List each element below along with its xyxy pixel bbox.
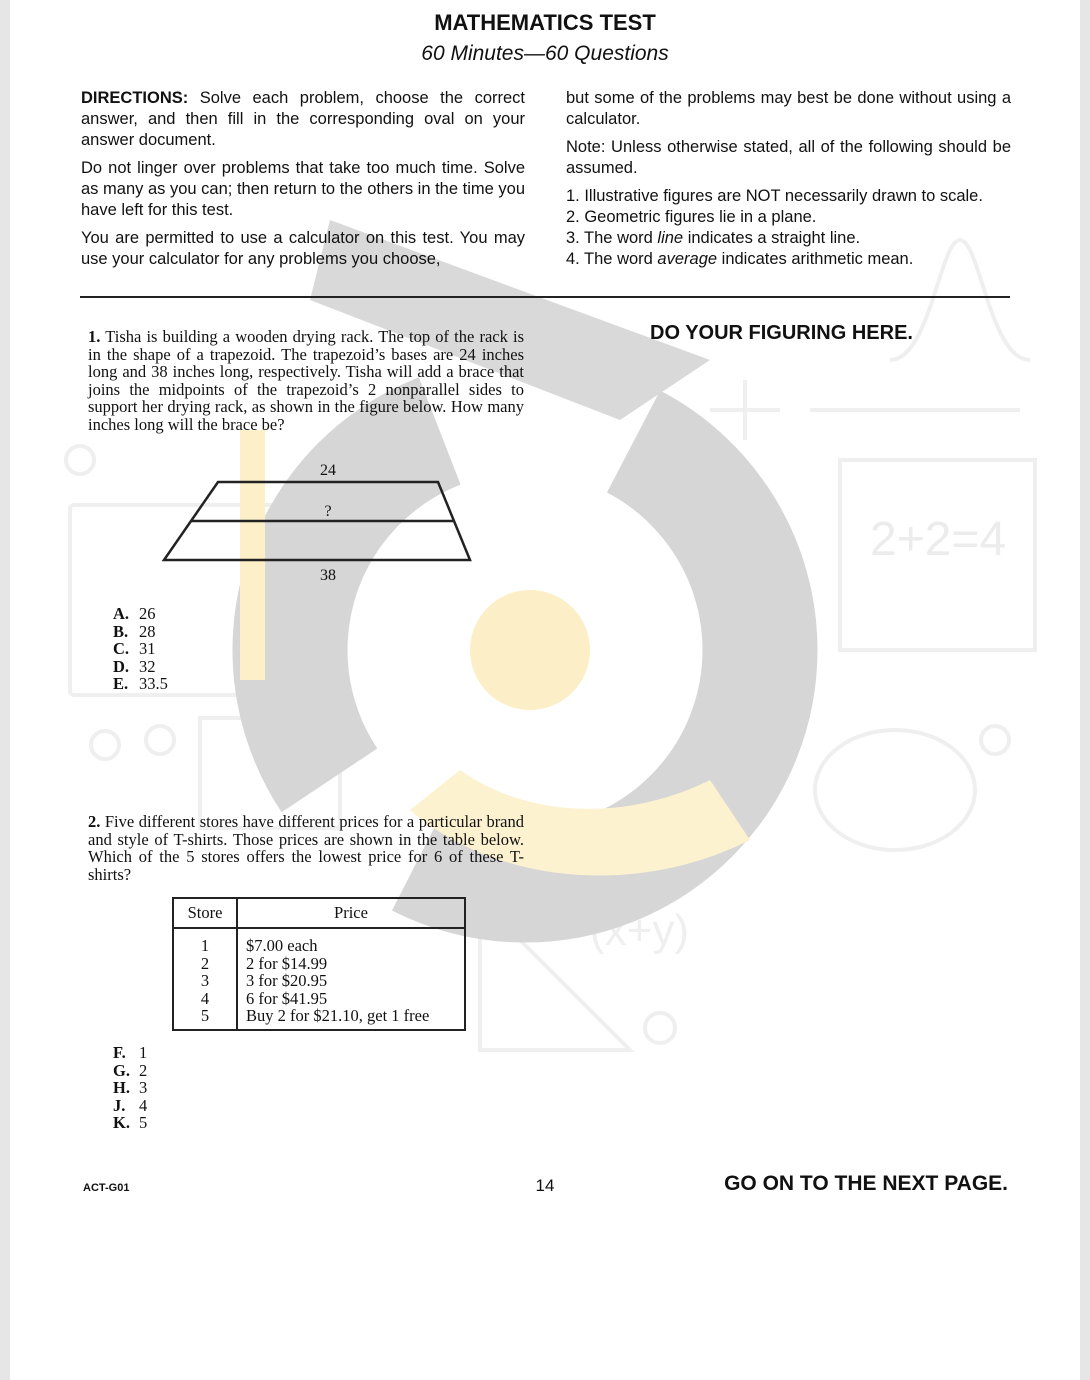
- brace-label: ?: [324, 503, 332, 520]
- question-1-number: 1.: [88, 327, 101, 346]
- assumption-2: 2. Geometric figures lie in a plane.: [566, 208, 817, 226]
- table-header-row: [173, 898, 465, 928]
- table-row: 4 6 for $41.95: [173, 990, 465, 1008]
- choice-b[interactable]: B. 28: [113, 621, 156, 641]
- directions-paragraph-3-cont: but some of the problems may best be done without using a calculator.: [566, 89, 1011, 128]
- trapezoid-figure: [160, 456, 480, 586]
- choice-g[interactable]: G. 2: [113, 1060, 148, 1080]
- choice-a[interactable]: A. 26: [113, 604, 156, 623]
- scratch-work-label: DO YOUR FIGURING HERE.: [650, 322, 913, 344]
- choice-d[interactable]: D. 32: [113, 656, 156, 676]
- choice-e[interactable]: E. 33.5: [113, 674, 168, 693]
- choice-f[interactable]: F. 1: [113, 1043, 148, 1062]
- form-code: ACT-G01: [83, 1182, 130, 1194]
- page-number: 14: [535, 1176, 555, 1195]
- bottom-base-label: 38: [320, 567, 336, 584]
- table-row: 2 2 for $14.99: [173, 955, 465, 973]
- table-row: 5 Buy 2 for $21.10, get 1 free: [173, 1007, 465, 1030]
- directions-paragraph-2: Do not linger over problems that take too much time. Solve as many as you can; then return to the others in the time you have left for this test.: [81, 159, 525, 219]
- svg-text:(x+y): (x+y): [590, 906, 689, 955]
- assumption-4: 4. The word average indicates arithmetic mean.: [566, 250, 914, 268]
- test-subtitle: 60 Minutes—60 Questions: [421, 42, 669, 65]
- directions-assumptions: [566, 186, 1011, 270]
- directions-left: [81, 88, 525, 277]
- directions-right: [566, 88, 1011, 270]
- assumption-1: 1. Illustrative figures are NOT necessarily drawn to scale.: [566, 187, 983, 205]
- top-base-label: 24: [320, 462, 336, 479]
- go-on-notice: GO ON TO THE NEXT PAGE.: [724, 1172, 1008, 1195]
- test-title: MATHEMATICS TEST: [434, 10, 656, 35]
- choice-k[interactable]: K. 5: [113, 1113, 148, 1132]
- question-2-text: Five different stores have different prices for a particular brand and style of T-shirts. Those prices are shown in the table below. Which of the 5 stores offers the lowest price for 6 of these T-shirts?: [88, 812, 525, 884]
- table-row: 1 $7.00 each: [173, 928, 465, 955]
- directions-label: DIRECTIONS:: [81, 89, 189, 107]
- svg-text:2+2=4: 2+2=4: [870, 513, 1007, 566]
- assumption-3: 3. The word line indicates a straight line.: [566, 229, 861, 247]
- directions-paragraph-3: You are permitted to use a calculator on this test. You may use your calculator for any problems you choose,: [81, 229, 525, 268]
- test-page: [10, 0, 1080, 1380]
- directions-paragraph-1: DIRECTIONS: Solve each problem, choose the correct answer, and then fill in the corresponding oval on your answer document.: [81, 89, 525, 149]
- question-1: [88, 328, 524, 433]
- question-1-choices: [113, 605, 168, 693]
- question-2: [88, 813, 524, 883]
- directions-note: Note: Unless otherwise stated, all of the following should be assumed.: [566, 138, 1011, 177]
- choice-h[interactable]: H. 3: [113, 1078, 148, 1097]
- question-2-number: 2.: [88, 812, 101, 831]
- table-row: 3 3 for $20.95: [173, 972, 465, 990]
- choice-j[interactable]: J. 4: [113, 1095, 148, 1115]
- price-column-header: Price: [237, 898, 465, 928]
- price-table: [172, 897, 466, 1031]
- choice-c[interactable]: C. 31: [113, 639, 156, 658]
- store-column-header: Store: [173, 898, 237, 928]
- section-divider: [80, 296, 1010, 298]
- question-2-choices: [113, 1044, 147, 1132]
- question-1-text: Tisha is building a wooden drying rack. The top of the rack is in the shape of a trapezoid. The trapezoid’s bases are 24 inches long and 38 inches long, respectively. Tisha will add a brace that joins the midpoints of the trapezoid’s 2 nonparallel sides to support her drying rack, as shown in the figure below. How many inches long will the brace be?: [88, 327, 525, 434]
